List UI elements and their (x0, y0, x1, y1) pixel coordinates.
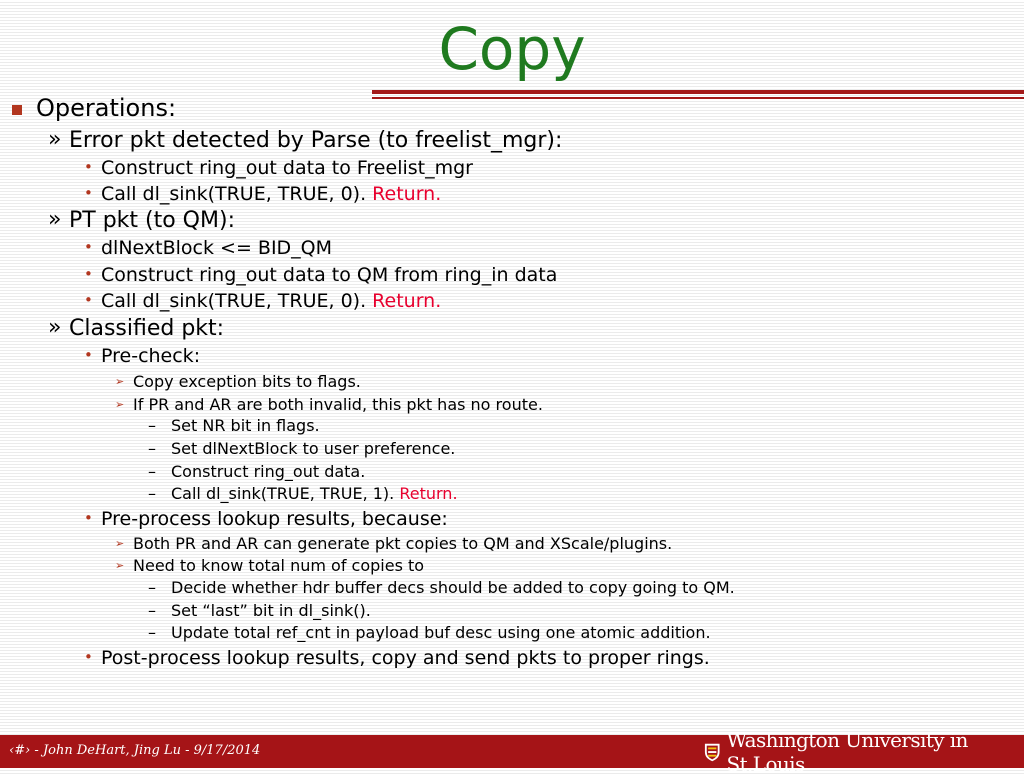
bullet-call-sink-2 (84, 290, 442, 312)
bullet-call-sink-3 (148, 484, 458, 503)
bullet-construct-qm (84, 264, 558, 286)
bullet-pre-process (84, 508, 448, 530)
shield-icon (704, 742, 720, 763)
dash-bullet-icon: – (148, 416, 156, 435)
bullet-text: dlNextBlock <= BID_QM (101, 237, 333, 259)
bullet-text: Operations: (36, 94, 177, 122)
university-name: Washington University in St.Louis (726, 728, 968, 776)
bullet-pre-check (84, 345, 201, 367)
dash-bullet-icon: – (148, 601, 156, 620)
bullet-text: Classified pkt: (69, 316, 225, 341)
title-rule-thin (372, 97, 1024, 99)
bullet-text: If PR and AR are both invalid, this pkt has no route. (133, 395, 543, 414)
bullet-text: Copy exception bits to flags. (133, 372, 361, 391)
title-rule-thick (372, 90, 1024, 94)
double-chevron-icon: » (48, 207, 62, 232)
dash-bullet-icon: – (148, 578, 156, 597)
dot-bullet-icon: • (84, 291, 93, 309)
bullet-set-last (148, 601, 371, 620)
bullet-text: Construct ring_out data. (171, 462, 366, 481)
bullet-text: Call dl_sink(TRUE, TRUE, 0). (101, 290, 373, 312)
dot-bullet-icon: • (84, 648, 93, 666)
dot-bullet-icon: • (84, 509, 93, 527)
dash-bullet-icon: – (148, 484, 156, 503)
bullet-text: Call dl_sink(TRUE, TRUE, 0). (101, 183, 373, 205)
bullet-copy-exception (115, 372, 361, 391)
square-bullet-icon (12, 105, 22, 115)
footer-author-date: ‹#› - John DeHart, Jing Lu - 9/17/2014 (9, 743, 261, 758)
bullet-post-process (84, 647, 710, 669)
bullet-if-pr-ar (115, 395, 543, 414)
bullet-text: Set “last” bit in dl_sink(). (171, 601, 371, 620)
bullet-text: Pre-process lookup results, because: (101, 508, 448, 530)
bullet-set-nr (148, 416, 320, 435)
return-highlight: Return. (399, 484, 458, 503)
dot-bullet-icon: • (84, 265, 93, 283)
arrow-bullet-icon: ➢ (115, 559, 125, 572)
bullet-text: Pre-check: (101, 345, 201, 367)
dash-bullet-icon: – (148, 623, 156, 642)
bullet-need-total (115, 556, 425, 575)
bullet-set-dlnextblock (148, 439, 456, 458)
bullet-text: Construct ring_out data to QM from ring_in data (101, 264, 558, 286)
university-logo (704, 728, 1024, 776)
bullet-text: Set dlNextBlock to user preference. (171, 439, 456, 458)
bullet-text: Call dl_sink(TRUE, TRUE, 1). (171, 484, 400, 503)
bullet-text: Update total ref_cnt in payload buf desc using one atomic addition. (171, 623, 711, 642)
bullet-pt-pkt (48, 207, 235, 233)
bullet-both-pr-ar (115, 534, 673, 553)
bullet-text: Both PR and AR can generate pkt copies to QM and XScale/plugins. (133, 534, 673, 553)
bullet-dlnextblock (84, 237, 333, 259)
footer-bar (0, 728, 1024, 776)
bullet-text: Post-process lookup results, copy and send pkts to proper rings. (101, 647, 710, 669)
slide-title: Copy (438, 15, 586, 83)
dash-bullet-icon: – (148, 439, 156, 458)
arrow-bullet-icon: ➢ (115, 398, 125, 411)
dot-bullet-icon: • (84, 346, 93, 364)
double-chevron-icon: » (48, 315, 62, 340)
bullet-classified-pkt (48, 315, 225, 341)
bullet-text: PT pkt (to QM): (69, 208, 235, 233)
bullet-operations (36, 94, 176, 122)
dot-bullet-icon: • (84, 184, 93, 202)
bullet-construct-freelist (84, 157, 473, 179)
bullet-decide-hdr (148, 578, 735, 597)
dot-bullet-icon: • (84, 158, 93, 176)
return-highlight: Return. (372, 183, 442, 205)
bullet-error-pkt (48, 127, 563, 153)
dot-bullet-icon: • (84, 238, 93, 256)
bullet-construct-ring-out (148, 462, 366, 481)
bullet-text: Set NR bit in flags. (171, 416, 320, 435)
bullet-text: Error pkt detected by Parse (to freelist_mgr): (69, 128, 563, 153)
bullet-text: Construct ring_out data to Freelist_mgr (101, 157, 473, 179)
bullet-text: Need to know total num of copies to (133, 556, 425, 575)
bullet-update-refcnt (148, 623, 711, 642)
return-highlight: Return. (372, 290, 442, 312)
double-chevron-icon: » (48, 127, 62, 152)
bullet-call-sink-1 (84, 183, 442, 205)
bullet-text: Decide whether hdr buffer decs should be added to copy going to QM. (171, 578, 735, 597)
dash-bullet-icon: – (148, 462, 156, 481)
arrow-bullet-icon: ➢ (115, 537, 125, 550)
arrow-bullet-icon: ➢ (115, 375, 125, 388)
